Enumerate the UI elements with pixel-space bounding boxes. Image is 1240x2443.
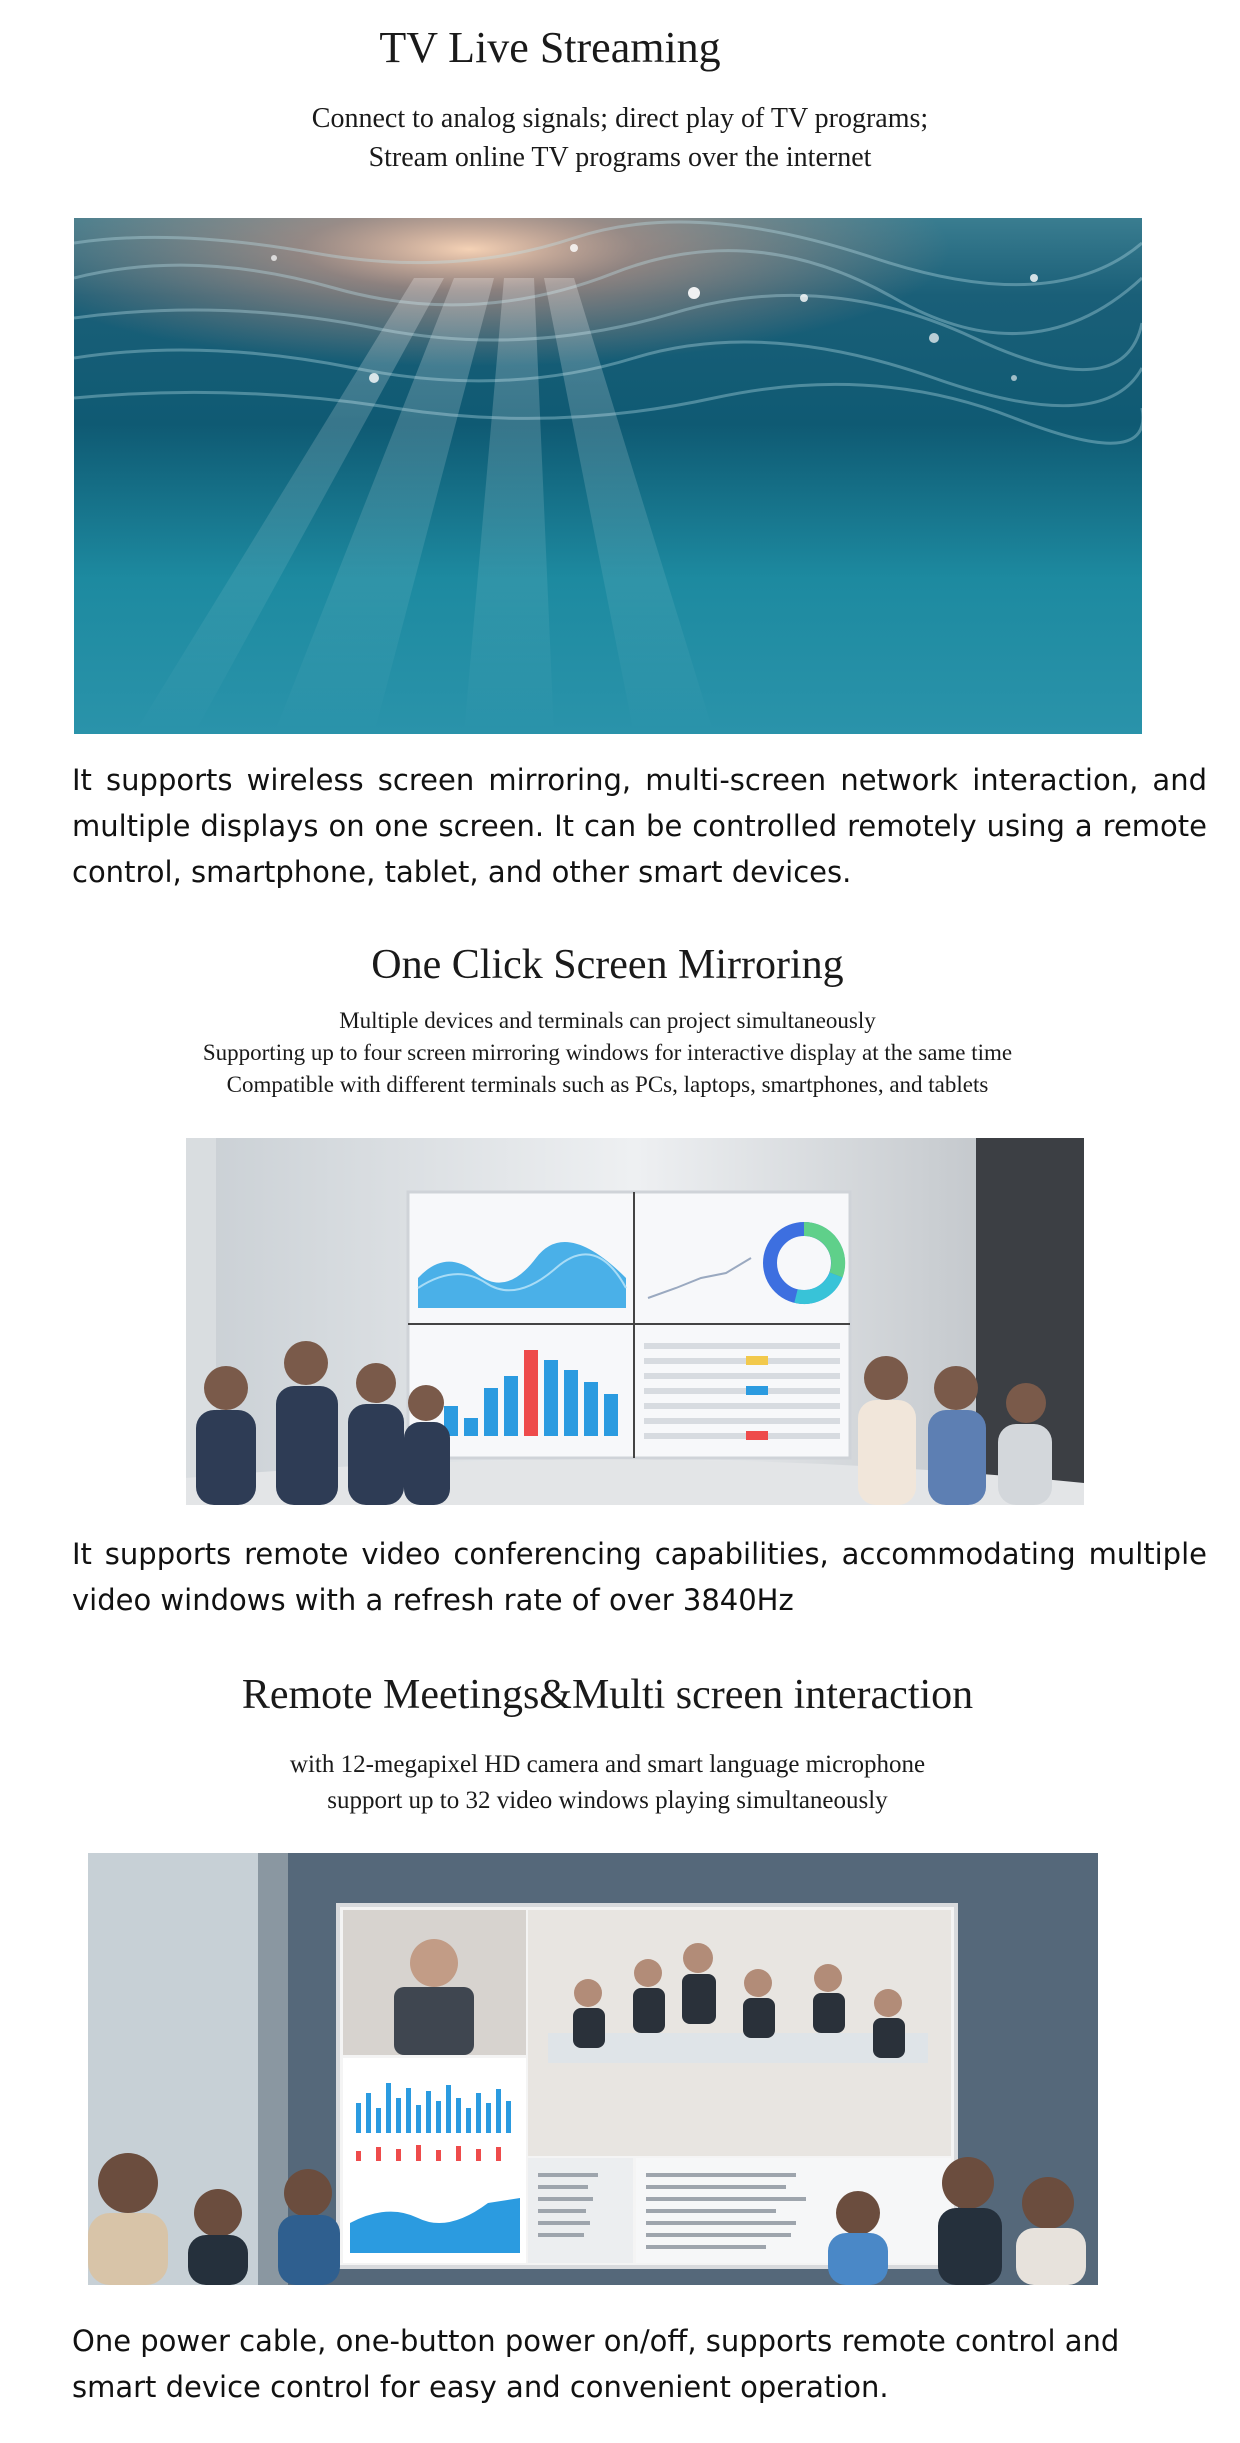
section1-subtitle-line1: Connect to analog signals; direct play of TV programs;	[311, 103, 929, 134]
remote-meeting-photo	[88, 1853, 1098, 2285]
underwater-photo	[74, 218, 1142, 734]
section1-subtitle-line2: Stream online TV programs over the internet	[368, 142, 872, 173]
section2-line2: Supporting up to four screen mirroring windows for interactive display at the same time	[202, 1040, 1013, 1065]
section2-line3: Compatible with different terminals such as PCs, laptops, smartphones, and tablets	[226, 1072, 989, 1097]
section3-line1: with 12-megapixel HD camera and smart language microphone	[289, 1751, 926, 1778]
section2-title: One Click Screen Mirroring	[371, 942, 844, 988]
section3-line2: support up to 32 video windows playing simultaneously	[327, 1787, 888, 1814]
section1-title: TV Live Streaming	[379, 23, 721, 72]
section3-title: Remote Meetings&Multi screen interaction	[241, 1672, 974, 1718]
section2-line1: Multiple devices and terminals can project simultaneously	[339, 1008, 876, 1033]
conference-room-photo	[186, 1138, 1084, 1505]
paragraph-screen-mirroring: It supports wireless screen mirroring, multi-screen network interaction, and multiple displays on one screen. It can be controlled remotely using a remote control, smartphone, tablet, and other smart devices.	[72, 763, 1207, 889]
paragraph-power-operation: One power cable, one-button power on/off, supports remote control and smart device control for easy and convenient operation.	[72, 2324, 1120, 2404]
paragraph-video-conferencing: It supports remote video conferencing capabilities, accommodating multiple video windows with a refresh rate of over 3840Hz	[72, 1537, 1207, 1617]
